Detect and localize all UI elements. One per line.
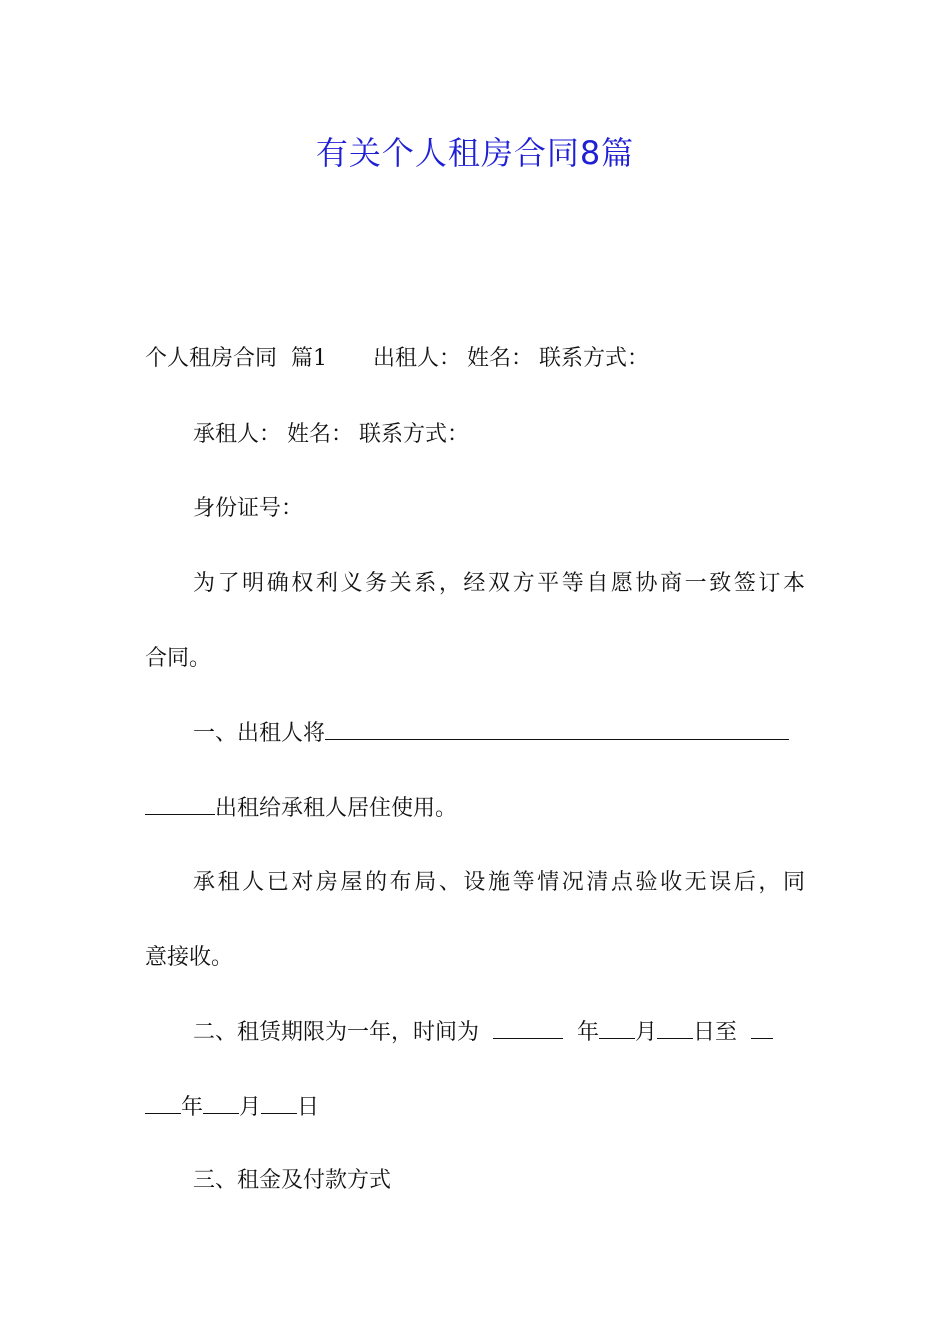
lessee-name-label: 姓名： — [287, 422, 354, 447]
property-blank — [325, 719, 789, 740]
lessee-contact-label: 联系方式： — [359, 422, 470, 447]
clause-3-heading — [145, 1167, 853, 1195]
inspection-line-1 — [145, 869, 805, 897]
end-day-blank — [261, 1093, 297, 1114]
clause-1-text-2: 出租给承租人居住使用。 — [215, 796, 458, 821]
preamble-line-1 — [145, 570, 805, 598]
lease-term-text: 二、租赁期限为一年，时间为 — [193, 1020, 480, 1045]
chapter-label: 篇1 — [291, 346, 328, 371]
document-title: 有关个人租房合同8篇 — [315, 134, 635, 172]
id-number-line — [145, 495, 853, 523]
party-lessor-line — [145, 345, 805, 373]
end-month-blank — [203, 1093, 239, 1114]
end-month-label: 月 — [239, 1095, 262, 1120]
end-year-blank-continued — [145, 1093, 181, 1114]
clause-2-line-2 — [145, 1093, 805, 1122]
clause-1-line-1 — [145, 719, 853, 748]
contract-heading: 个人租房合同 — [145, 346, 278, 371]
end-day-label: 日 — [297, 1095, 320, 1120]
lessor-contact-label: 联系方式： — [539, 346, 650, 371]
clause-1-text: 一、出租人将 — [193, 721, 326, 746]
inspection-text-1: 承租人已对房屋的布局、设施等情况清点验收无误后，同 — [193, 870, 805, 895]
party-lessee-line — [145, 421, 853, 449]
clause-2-line-1 — [145, 1018, 853, 1047]
start-month-label: 月 — [635, 1020, 658, 1045]
lessor-label: 出租人： — [373, 346, 462, 371]
id-number-label: 身份证号： — [193, 496, 304, 521]
end-year-label: 年 — [181, 1095, 204, 1120]
lessor-name-label: 姓名： — [467, 346, 534, 371]
start-year-label: 年 — [577, 1020, 600, 1045]
start-month-blank — [599, 1018, 635, 1039]
start-day-blank — [657, 1018, 693, 1039]
inspection-text-2: 意接收。 — [145, 945, 234, 970]
preamble-text-2: 合同。 — [145, 646, 212, 671]
start-year-blank — [493, 1018, 563, 1039]
preamble-line-2 — [145, 645, 805, 673]
clause-1-line-2 — [145, 794, 805, 823]
clause-3-text: 三、租金及付款方式 — [193, 1168, 392, 1193]
lessee-label: 承租人： — [193, 422, 282, 447]
inspection-line-2 — [145, 944, 805, 972]
end-year-blank — [751, 1018, 773, 1039]
preamble-text-1: 为了明确权利义务关系，经双方平等自愿协商一致签订本 — [193, 571, 805, 596]
property-blank-continued — [145, 794, 215, 815]
start-day-label: 日至 — [693, 1020, 738, 1045]
